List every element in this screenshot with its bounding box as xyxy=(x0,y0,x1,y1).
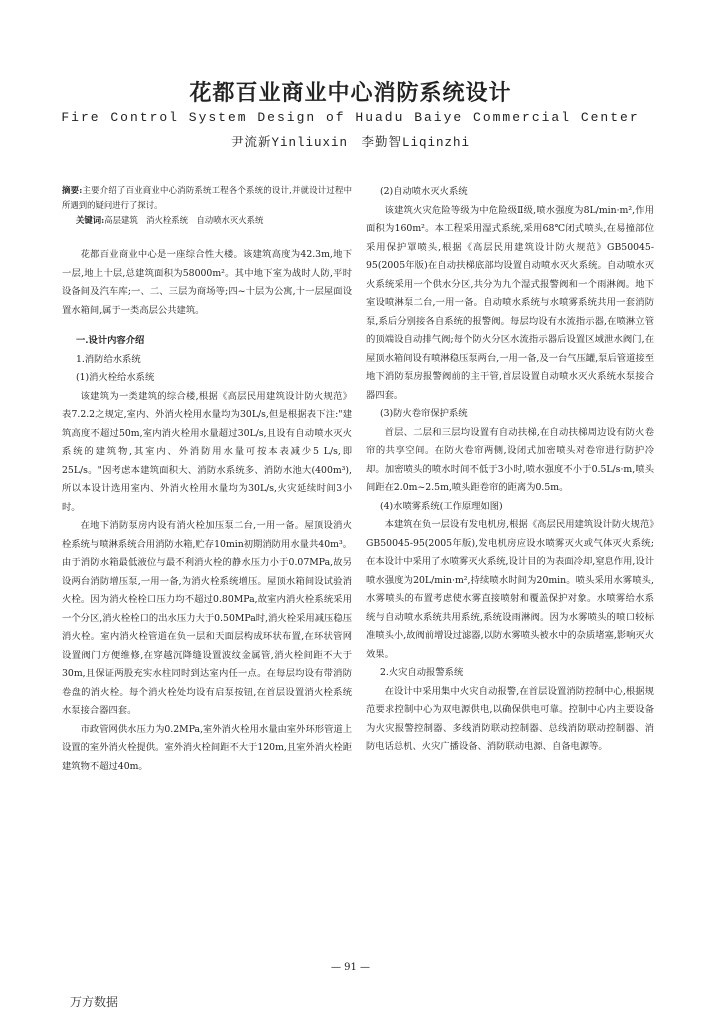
section-heading-1: 一.设计内容介绍 xyxy=(76,335,145,346)
keywords-text: 高层建筑 消火栓系统 自动喷水灭火系统 xyxy=(104,215,264,225)
paragraph-sprinkler: 该建筑火灾危险等级为中危险级Ⅱ级,喷水强度为8L/min·m²,作用面积为160m²。本工程采用湿式系统,采用68℃闭式喷头,在易撞部位采用保护罩喷头,根据《高层民用建筑设计防火规范》GB50045-95(2005年版)在自动扶梯底部均设置自动喷水灭火系统。自动喷水灭火系统采用一个供水分区,共分为九个湿式报警阀和一个雨淋阀。地下室设喷淋泵二台,一用一备。自动喷水系统与水喷雾系统共用一套消防泵,系后分别接各自系统的报警阀。每层均设有水流指示器,在喷淋立管的顶端设自动排气阀;每个防火分区水流指示器后设置区域泄水阀门,在屋顶水箱间设有喷淋稳压泵两台,一用一备,及一台气压罐,泵后管道接至地下消防泵房报警阀前的主干管,首层设置自动喷水灭火系统水泵接合器四套。 xyxy=(366,204,654,401)
right-column xyxy=(366,183,654,757)
abstract-line xyxy=(62,183,352,213)
subsection-heading-1-3: (3)防火卷帘保护系统 xyxy=(380,408,468,419)
paragraph-fire-alarm: 在设计中采用集中火灾自动报警,在首层设置消防控制中心,根据规范要求控制中心为双电源供电,以确保供电可靠。控制中心内主要设备为火灾报警控制器、多线消防联动控制器、总线消防联动控制器、消防电话总机、火灾广播设备、消防联动电源、自备电源等。 xyxy=(366,685,654,752)
abstract-label: 摘要: xyxy=(62,185,83,195)
paragraph-shutter: 首层、二层和三层均设置有自动扶梯,在自动扶梯周边设有防火卷帘的共享空间。在防火卷帘两侧,设闭式加密喷头对卷帘进行防护冷却。加密喷头的喷水时间不低于3小时,喷水强度不小于0.5L/s·m,喷头间距在2.0m~2.5m,喷头距卷帘的距离为0.5m。 xyxy=(366,426,654,493)
subsection-heading-1-2: (2)自动喷水灭火系统 xyxy=(380,186,468,197)
keywords-label: 关键词: xyxy=(76,215,105,225)
abstract xyxy=(62,183,352,228)
left-column xyxy=(62,183,352,776)
paragraph-outdoor-hydrant: 市政管网供水压力为0.2MPa,室外消火栓用水量由室外环形管道上设置的室外消火栓提供。室外消火栓间距不大于120m,且室外消火栓距建筑物不超过40m。 xyxy=(62,723,352,772)
subsection-heading-2: 2.火灾自动报警系统 xyxy=(380,667,464,678)
paragraph-water-spray: 本建筑在负一层设有发电机房,根据《高层民用建筑设计防火规范》GB50045-95(2005年版),发电机房应设水喷雾灭火或气体灭火系统;在本设计中采用了水喷雾灭火系统,设计目的为表面冷却,窒息作用,设计喷水强度为20L/min·m²,持续喷水时间为20min。喷头采用水雾喷头,水雾喷头的布置考虑使水雾直接喷射和覆盖保护对象。水喷雾给水系统与自动喷水系统共用系统,系统设雨淋阀。因为水雾喷头的喷口较标准喷头小,故阀前增设过滤器,以防水雾喷头被水中的杂质堵塞,影响灭火效果。 xyxy=(366,519,654,660)
subsection-heading-1-4: (4)水喷雾系统(工作原理如图) xyxy=(380,500,503,512)
paper-title: 花都百业商业中心消防系统设计 xyxy=(189,81,512,106)
page-number: — 91 — xyxy=(330,962,371,973)
intro-paragraph: 花都百业商业中心是一座综合性大楼。该建筑高度为42.3m,地下一层,地上十层,总建筑面积为58000m²。其中地下室为战时人防,平时设备间及汽车库;一、二、三层为商场等;四~十层为公寓,十一层屋面设置水箱间,属于一类高层公共建筑。 xyxy=(62,249,352,316)
subsection-heading-1: 1.消防给水系统 xyxy=(76,353,141,365)
paragraph-hydrant-flow: 该建筑为一类建筑的综合楼,根据《高层民用建筑设计防火规范》表7.2.2之规定,室内、外消火栓用水量均为30L/s,但是根据表下注:"建筑高度不超过50m,室内消火栓用水量超过30L/s,且设有自动喷水灭火系统的建筑物,其室内、外消防用水量可按本表减少5 L/s,即25L/s。"因考虑本建筑面积大、消防水系统多、消防水池大(400m³),所以本设计选用室内、外消火栓用水量均为30L/s,火灾延续时间3小时。 xyxy=(62,390,352,513)
keywords-line xyxy=(62,213,352,228)
english-title: Fire Control System Design of Huadu Baiye Commercial Center xyxy=(61,110,640,125)
abstract-text: 主要介绍了百业商业中心消防系统工程各个系统的设计,并就设计过程中所遇到的疑问进行了探讨。 xyxy=(62,185,352,210)
paragraph-hydrant-pumps: 在地下消防泵房内设有消火栓加压泵二台,一用一备。屋顶设消火栓系统与喷淋系统合用消防水箱,贮存10min初期消防用水量共40m³。由于消防水箱最低液位与最不利消火栓的静水压力小于0.07MPa,故另设两台消防增压泵,一用一备,为消火栓系统增压。屋顶水箱间设试验消火栓。因为消火栓栓口压力均不超过0.80MPa,故室内消火栓系统采用一个分区,消火栓栓口的出水压力大于0.50MPa时,消火栓采用减压稳压消火栓。室内消火栓管道在负一层和天面层构成环状布置,在环状管网设置阀门方便维修,在穿越沉降缝设置波纹金属管,消火栓间距不大于30m,且保证两股充实水柱同时到达室内任一点。在每层均设有带消防卷盘的消火栓。每个消火栓处均设有启泵按钮,在首层设置消火栓系统水泵接合器四套。 xyxy=(62,520,352,716)
authors: 尹流新Yinliuxin 李勤智Liqinzhi xyxy=(230,136,471,150)
subsection-heading-1-1: (1)消火栓给水系统 xyxy=(76,372,155,383)
watermark: 万方数据 xyxy=(70,995,119,1009)
